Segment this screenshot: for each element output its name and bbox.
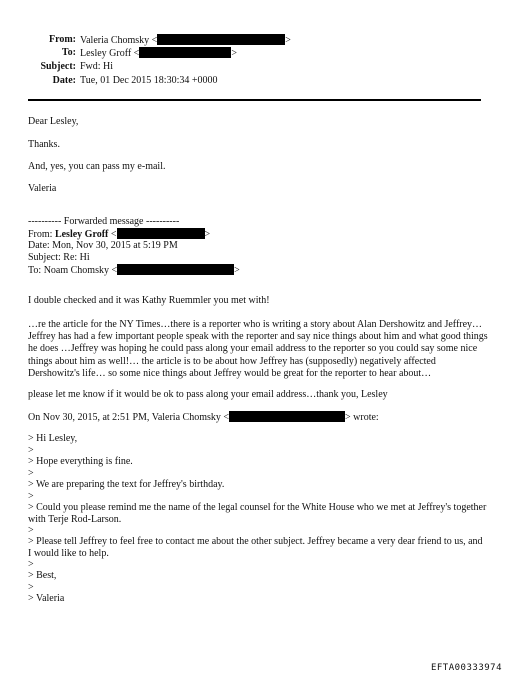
forward-divider: ---------- Forwarded message ---------- — [28, 216, 180, 227]
subject-value: Fwd: Hi — [80, 61, 114, 72]
wrote-line: On Nov 30, 2015, at 2:51 PM, Valeria Chomsky < > wrote: — [28, 412, 379, 423]
body-paragraph-1: I double checked and it was Kathy Ruemmler you met with! — [28, 295, 270, 306]
quote-line: > — [28, 468, 34, 479]
redaction-box — [157, 34, 285, 45]
greeting: Dear Lesley, — [28, 116, 79, 127]
fwd-to: To: Noam Chomsky < > — [28, 265, 240, 276]
quote-line: > — [28, 491, 34, 502]
fwd-from-name: Lesley Groff — [54, 229, 109, 240]
date-value: Tue, 01 Dec 2015 18:30:34 +0000 — [80, 75, 218, 86]
to-label: To: — [61, 47, 76, 58]
to-value: Lesley Groff < > — [80, 48, 237, 59]
fwd-from: From: Lesley Groff < > — [28, 229, 211, 240]
quote-line: > Hi Lesley, — [28, 433, 78, 444]
quote-line: > — [28, 582, 34, 593]
header-divider — [28, 99, 481, 101]
quote-line: > Best, — [28, 570, 57, 581]
reply-line: And, yes, you can pass my e-mail. — [28, 161, 166, 172]
quote-line: > Hope everything is fine. — [28, 456, 133, 467]
quote-line: > — [28, 525, 34, 536]
quote-line: > — [28, 559, 34, 570]
fwd-date: Date: Mon, Nov 30, 2015 at 5:19 PM — [28, 240, 178, 251]
from-label: From: — [48, 34, 76, 45]
document-id: EFTA00333974 — [430, 663, 502, 673]
from-name: Valeria Chomsky < — [80, 35, 158, 46]
redaction-box — [139, 47, 231, 58]
to-name: Lesley Groff < — [80, 48, 140, 59]
quote-line: > We are preparing the text for Jeffrey's birthday. — [28, 479, 225, 490]
quote-line: > Could you please remind me the name of the legal counsel for the White House who we met at Jeffrey's together with Terje Rod-Larson. — [28, 502, 487, 526]
redaction-box — [229, 411, 345, 422]
redaction-box — [117, 228, 205, 239]
quote-line: > Valeria — [28, 593, 65, 604]
body-paragraph-2: …re the article for the NY Times…there is a reporter who is writing a story about Alan Dershowitz and Jeffrey…Jeffrey has had a few important people speak with the reporter and say nice things about him and what good things he does …Jeffrey was hoping he could pass along your email address to the reporter so you could say some nice things about him as well!… the article is to be about how Jeffrey has (supposedly) negatively affected Dershowitz's life… so some nice things about Jeffrey would be great for the reporter to hear about… — [28, 319, 488, 379]
fwd-subject: Subject: Re: Hi — [28, 252, 90, 263]
signature: Valeria — [28, 183, 57, 194]
subject-label: Subject: — [40, 61, 76, 72]
body-paragraph-3: please let me know if it would be ok to pass along your email address…thank you, Lesley — [28, 389, 388, 400]
from-value: Valeria Chomsky < > — [80, 35, 291, 46]
quote-line: > Please tell Jeffrey to feel free to contact me about the other subject. Jeffrey became a very dear friend to us, and I would like to help. — [28, 536, 483, 560]
redaction-box — [117, 264, 234, 275]
thanks-line: Thanks. — [28, 139, 60, 150]
quote-line: > — [28, 445, 34, 456]
date-label: Date: — [52, 75, 76, 86]
